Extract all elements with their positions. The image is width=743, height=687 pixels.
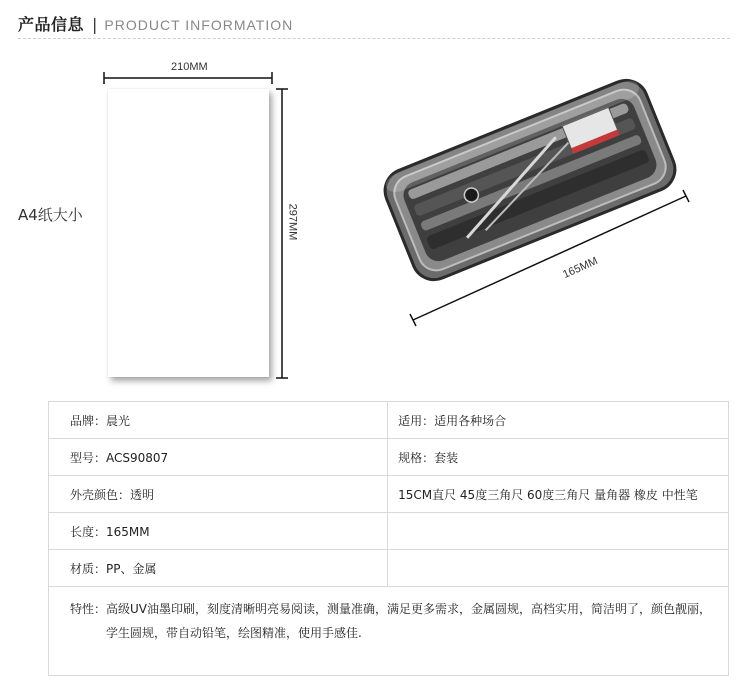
table-row [49,402,729,439]
spec-brand: 品牌：晨光 [49,402,388,439]
spec-empty-cell [388,550,729,587]
section-title-cn: 产品信息 [18,15,85,34]
title-separator: | [92,15,98,34]
features-line-1: 特性：高级UV油墨印刷，刻度清晰明亮易阅读，测量准确，满足更多需求，金属圆规，高档实用，简洁明了，颜色靓丽， [70,602,711,616]
spec-model: 型号：ACS90807 [49,439,388,476]
spec-type: 规格：套装 [388,439,729,476]
features-line-2: 学生圆规，带自动铅笔，绘图精准，使用手感佳. [106,626,362,640]
spec-table [48,401,729,676]
geometry-case-image [378,74,681,286]
table-row [49,476,729,513]
paper-height-label: 297MM [286,203,299,241]
paper-width-label: 210MM [171,61,208,73]
table-row [49,550,729,587]
spec-case-color: 外壳颜色：透明 [49,476,388,513]
section-title-en: PRODUCT INFORMATION [104,17,294,33]
spec-length: 长度：165MM [49,513,388,550]
spec-empty-cell [388,513,729,550]
table-row [49,513,729,550]
case-length-label: 165MM [561,255,600,281]
spec-contents: 15CM直尺 45度三角尺 60度三角尺 量角器 橡皮 中性笔 [388,476,729,513]
spec-features [49,587,729,676]
a4-size-label: A4纸大小 [18,206,83,224]
table-row [49,587,729,676]
paper-width-dimension-line [104,72,272,84]
spec-usage: 适用：适用各种场合 [388,402,729,439]
table-row [49,439,729,476]
spec-material: 材质：PP、金属 [49,550,388,587]
